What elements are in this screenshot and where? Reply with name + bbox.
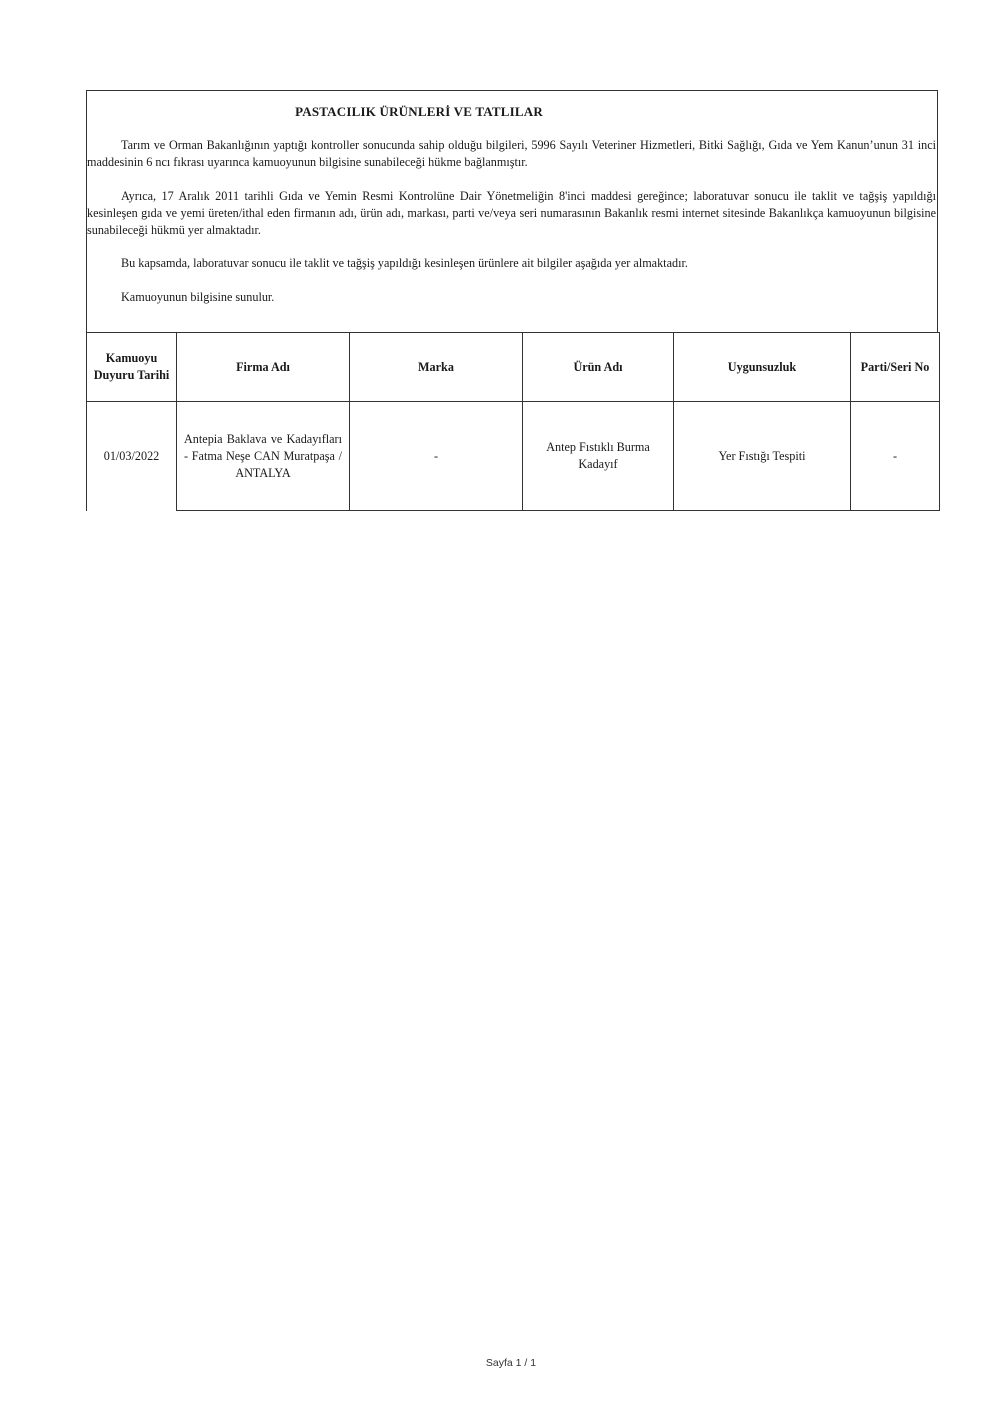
cell-date: 01/03/2022 — [87, 402, 177, 511]
document-header-box — [86, 90, 938, 333]
paragraph-4 — [87, 289, 937, 306]
header-product-name: Ürün Adı — [523, 333, 674, 402]
cell-issue: Yer Fıstığı Tespiti — [674, 402, 851, 511]
cell-brand: - — [350, 402, 523, 511]
header-nonconformity: Uygunsuzluk — [674, 333, 851, 402]
paragraph-1-text: Tarım ve Orman Bakanlığının yaptığı kontroller sonucunda sahip olduğu bilgileri, 5996 Sayılı Veteriner Hizmetleri, Bitki Sağlığı, Gıda ve Yem Kanun’unun 31 inci maddesinin 6 ncı fıkrası uyarınca kamuoyunun bilgisine sunabileceği hükme bağlanmıştır. — [87, 138, 936, 169]
table-header-row — [87, 333, 940, 402]
header-lot-number: Parti/Seri No — [851, 333, 940, 402]
paragraph-3-text: Bu kapsamda, laboratuvar sonucu ile taklit ve tağşiş yapıldığı kesinleşen ürünlere ait bilgiler aşağıda yer almaktadır. — [121, 256, 688, 270]
paragraph-4-text: Kamuoyunun bilgisine sunulur. — [121, 290, 275, 304]
header-firm-name: Firma Adı — [177, 333, 350, 402]
document-title: PASTACILIK ÜRÜNLERİ VE TATLILAR — [295, 104, 543, 119]
cell-firm-text: Antepia Baklava ve Kadayıfları - Fatma Neşe CAN Muratpaşa / ANTALYA — [184, 431, 342, 480]
header-brand: Marka — [350, 333, 523, 402]
paragraph-1 — [87, 137, 937, 171]
paragraph-2-text: Ayrıca, 17 Aralık 2011 tarihli Gıda ve Yemin Resmi Kontrolüne Dair Yönetmeliğin 8'inci maddesi gereğince; laboratuvar sonucu ile taklit ve tağşiş yapıldığı kesinleşen gıda ve yemi üreten/ithal eden firmanın adı, ürün adı, markası, parti ve/veya seri numarasının Bakanlık resmi internet sitesinde Bakanlıkça kamuoyunun bilgisine sunabileceği hükmü yer almaktadır. — [87, 189, 936, 237]
paragraph-2 — [87, 188, 937, 239]
header-announcement-date: Kamuoyu Duyuru Tarihi — [87, 333, 177, 402]
cell-firm — [177, 402, 350, 511]
product-table — [86, 332, 940, 511]
page-number: Sayfa 1 / 1 — [485, 1357, 537, 1369]
cell-product: Antep Fıstıklı Burma Kadayıf — [523, 402, 674, 511]
cell-lot: - — [851, 402, 940, 511]
table-row — [87, 402, 940, 511]
paragraph-3 — [87, 255, 937, 272]
